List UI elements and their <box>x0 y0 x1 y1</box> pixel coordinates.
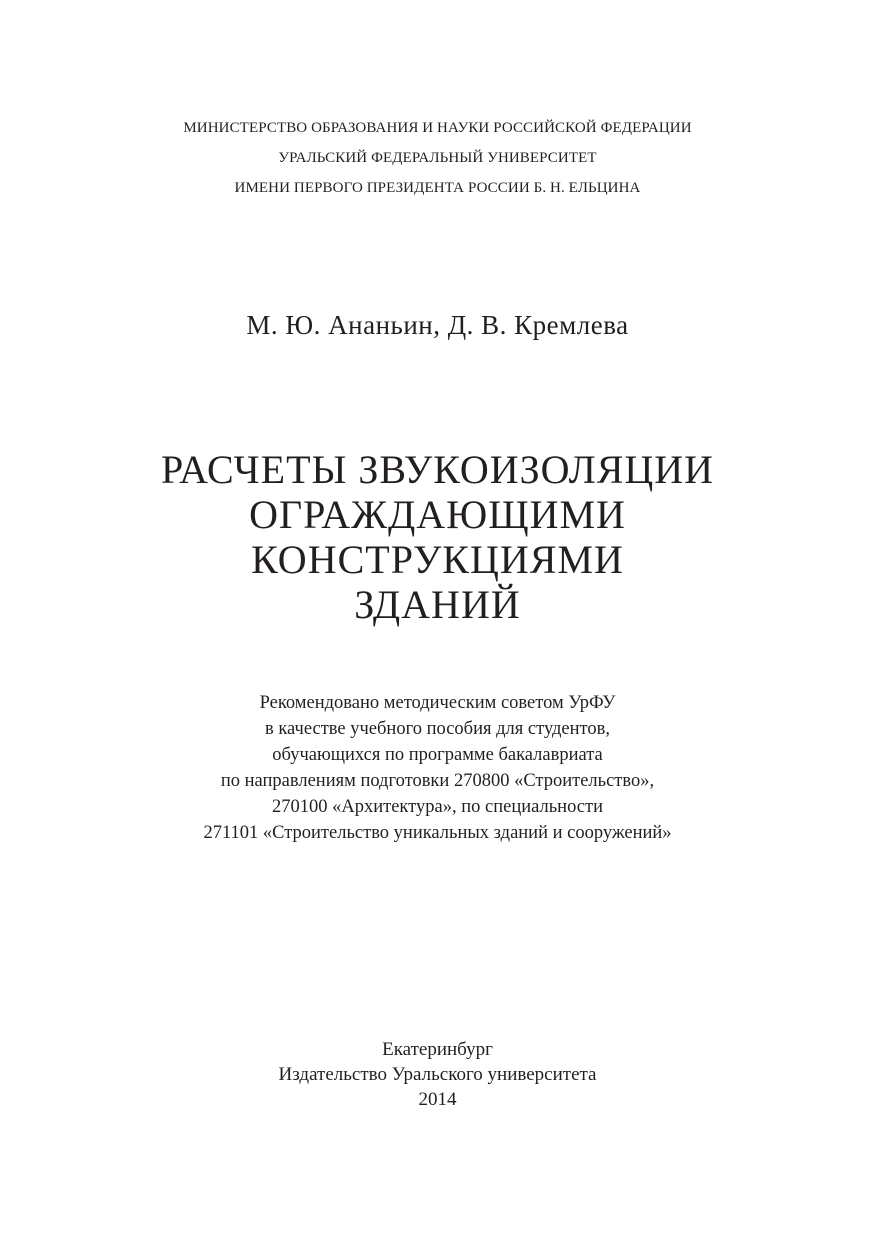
title-line-1: РАСЧЕТЫ ЗВУКОИЗОЛЯЦИИ <box>160 447 715 492</box>
authors-line: М. Ю. Ананьин, Д. В. Кремлева <box>246 310 629 340</box>
imprint <box>0 1037 875 1112</box>
authors <box>0 307 875 343</box>
recommendation-note <box>0 690 875 846</box>
recommendation-line-5: 270100 «Архитектура», по специальности <box>272 797 603 817</box>
university-line: УРАЛЬСКИЙ ФЕДЕРАЛЬНЫЙ УНИВЕРСИТЕТ <box>278 150 597 166</box>
imprint-city: Екатеринбург <box>382 1039 493 1060</box>
title-line-3: КОНСТРУКЦИЯМИ <box>251 537 624 582</box>
title-line-2: ОГРАЖДАЮЩИМИ <box>249 492 626 537</box>
recommendation-line-2: в качестве учебного пособия для студентов, <box>264 719 610 739</box>
institution-header <box>0 113 875 203</box>
ministry-line: МИНИСТЕРСТВО ОБРАЗОВАНИЯ И НАУКИ РОССИЙСКОЙ ФЕДЕРАЦИИ <box>183 120 692 136</box>
imprint-year: 2014 <box>418 1089 457 1110</box>
recommendation-line-6: 271101 «Строительство уникальных зданий и сооружений» <box>203 823 672 843</box>
book-title <box>0 447 875 627</box>
recommendation-line-4: по направлениям подготовки 270800 «Строительство», <box>220 771 655 791</box>
recommendation-line-1: Рекомендовано методическим советом УрФУ <box>259 693 616 713</box>
university-name-line: ИМЕНИ ПЕРВОГО ПРЕЗИДЕНТА РОССИИ Б. Н. ЕЛЬЦИНА <box>234 180 641 196</box>
imprint-publisher: Издательство Уральского университета <box>278 1064 597 1085</box>
recommendation-line-3: обучающихся по программе бакалавриата <box>272 745 603 765</box>
title-line-4: ЗДАНИЙ <box>354 582 521 627</box>
